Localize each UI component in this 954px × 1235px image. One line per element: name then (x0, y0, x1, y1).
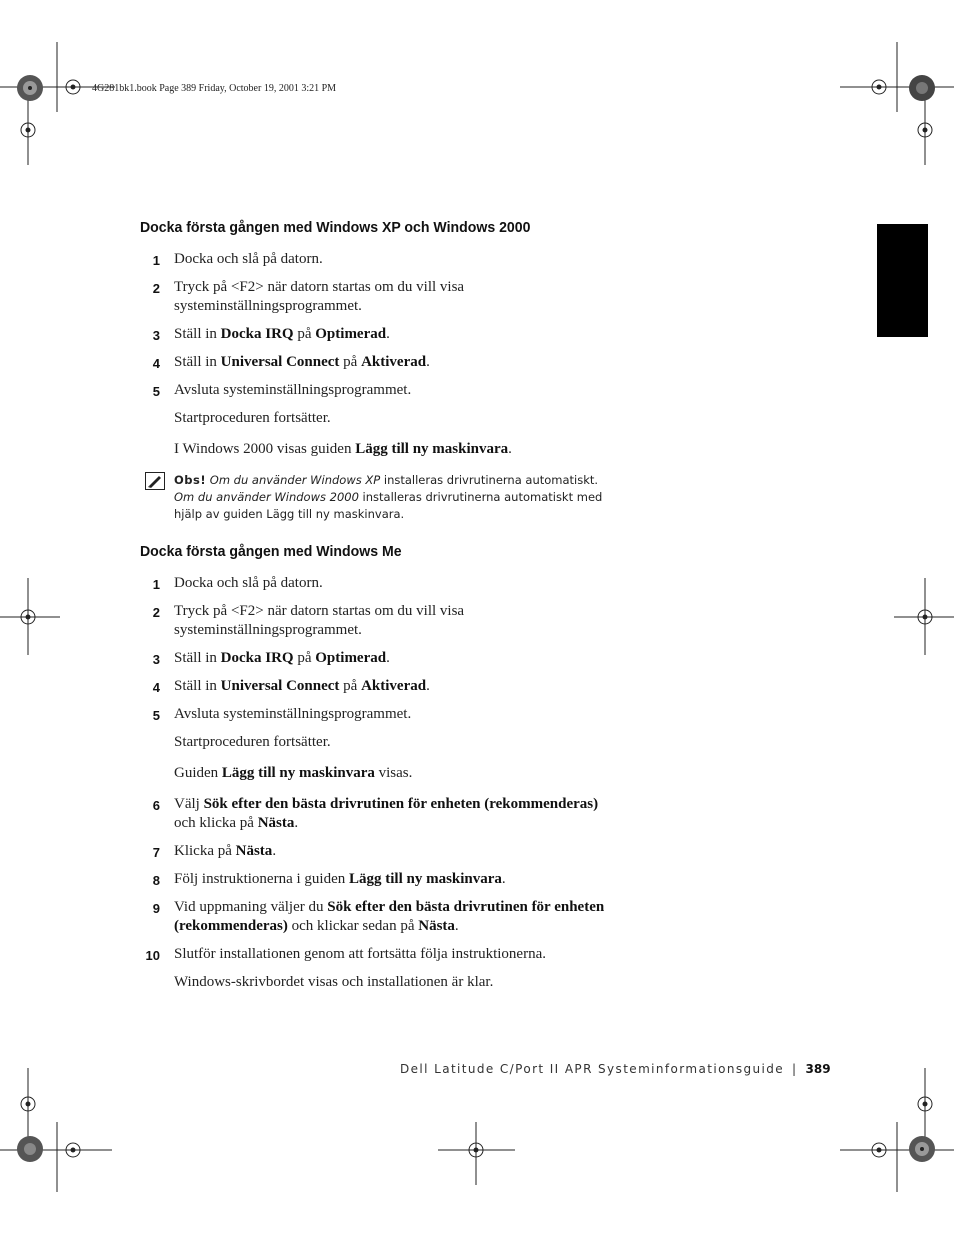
step-number: 1 (152, 577, 160, 592)
step-text-run: Avsluta systeminställningsprogrammet. (174, 706, 412, 722)
step-text (174, 574, 323, 594)
step-text (174, 917, 459, 937)
step-text (174, 764, 412, 784)
ui-term: Optimerad (315, 650, 387, 666)
footer-guide-title: Dell Latitude C/Port II APR Systeminformationsguide (400, 1062, 785, 1076)
step-text (174, 842, 276, 862)
step-text (174, 621, 362, 641)
ui-term: Universal Connect (220, 678, 340, 694)
step-number: 2 (152, 605, 160, 620)
step-text-run: på (293, 650, 316, 666)
step-text-run: Avsluta systeminställningsprogrammet. (174, 382, 412, 398)
step-text-run: Startproceduren fortsätter. (174, 410, 331, 426)
step-text-run: Ställ in (174, 650, 221, 666)
step-text-run: och klicka på (174, 815, 258, 831)
ui-term: Nästa (235, 843, 273, 859)
step-text (174, 353, 430, 373)
section-heading-me: Docka första gången med Windows Me (140, 543, 402, 560)
ui-term: Aktiverad (361, 678, 427, 694)
step-number: 9 (152, 901, 160, 916)
step-text-run: Startproceduren fortsätter. (174, 734, 331, 750)
ui-term: (rekommenderas) (174, 918, 288, 934)
step-number: 3 (152, 328, 160, 343)
step-text-run: Guiden (174, 765, 222, 781)
step-text-run: Följ instruktionerna i guiden (174, 871, 349, 887)
step-text-run: Slutför installationen genom att fortsätta följa instruktionerna. (174, 946, 546, 962)
step-text (174, 250, 323, 270)
step-text-run: Ställ in (174, 354, 221, 370)
ui-term: Nästa (257, 815, 295, 831)
step-text (174, 814, 298, 834)
step-number: 5 (152, 708, 160, 723)
ui-term: Docka IRQ (220, 650, 294, 666)
step-text (174, 649, 390, 669)
footer-separator: | (792, 1062, 798, 1076)
step-text-run: . (454, 918, 459, 934)
step-text-run: systeminställningsprogrammet. (174, 298, 362, 314)
step-number: 7 (152, 845, 160, 860)
step-text-run: på (293, 326, 316, 342)
step-text (174, 278, 464, 298)
step-text-run: Ställ in (174, 326, 221, 342)
page-footer (400, 1062, 831, 1076)
ui-term: Lägg till ny maskinvara (348, 871, 502, 887)
step-number: 10 (145, 948, 160, 963)
step-text (174, 297, 362, 317)
step-text-run: Docka och slå på datorn. (174, 575, 323, 591)
step-text-run: . (294, 815, 299, 831)
step-text-run: . (386, 650, 390, 666)
ui-term: Lägg till ny maskinvara (221, 765, 375, 781)
note-pencil-icon (145, 472, 165, 490)
step-number: 1 (152, 253, 160, 268)
step-number: 6 (152, 798, 160, 813)
print-slug-line: 4G281bk1.book Page 389 Friday, October 19, 2001 3:21 PM (92, 83, 337, 94)
step-number: 4 (152, 356, 160, 371)
ui-term: Optimerad (315, 326, 387, 342)
ui-term: Sök efter den bästa drivrutinen för enheten (rekommenderas) (203, 796, 599, 812)
step-number: 8 (152, 873, 160, 888)
step-number: 5 (152, 384, 160, 399)
step-text-run: visas. (374, 765, 413, 781)
step-text-run: Tryck på <F2> när datorn startas om du vill visa (174, 279, 465, 295)
step-text (174, 440, 512, 460)
step-text-run: Windows-skrivbordet visas och installationen är klar. (174, 974, 494, 990)
step-text-run: på (339, 354, 362, 370)
section-heading-xp-2000: Docka första gången med Windows XP och Windows 2000 (140, 219, 531, 236)
note-label: Obs! (174, 473, 207, 487)
ui-term: Nästa (418, 918, 455, 934)
step-number: 2 (152, 281, 160, 296)
step-text (174, 705, 411, 725)
step-text (174, 677, 430, 697)
step-text-run: Tryck på <F2> när datorn startas om du vill visa (174, 603, 465, 619)
step-text-run: . (272, 843, 277, 859)
step-text (174, 973, 493, 993)
step-text (174, 870, 506, 890)
ui-term: Sök efter den bästa drivrutinen för enheten (327, 899, 605, 915)
step-number: 4 (152, 680, 160, 695)
step-text-run: systeminställningsprogrammet. (174, 622, 362, 638)
step-text (174, 898, 604, 918)
step-number: 3 (152, 652, 160, 667)
step-text-run: . (501, 871, 506, 887)
step-text-run: Vid uppmaning väljer du (174, 899, 328, 915)
step-text-run: på (339, 678, 362, 694)
step-text-run: Ställ in (174, 678, 221, 694)
ui-term: Lägg till ny maskinvara (355, 441, 509, 457)
step-text-run: I Windows 2000 visas guiden (174, 441, 356, 457)
chapter-thumb-tab (877, 224, 928, 337)
step-text (174, 409, 331, 429)
step-text-run: Docka och slå på datorn. (174, 251, 323, 267)
step-text (174, 795, 598, 815)
ui-term: Docka IRQ (220, 326, 294, 342)
note-block: Obs! Om du använder Windows XP installeras drivrutinerna automatiskt. Om du använder Windows 2000 installeras drivrutinerna automatiskt med hjälp av guiden Lägg till ny maskinvara. (174, 473, 603, 521)
step-text (174, 602, 464, 622)
ui-term: Universal Connect (220, 354, 340, 370)
step-text-run: Klicka på (174, 843, 236, 859)
step-text (174, 945, 546, 965)
step-text-run: Välj (174, 796, 204, 812)
step-text (174, 381, 411, 401)
step-text-run: . (386, 326, 390, 342)
ui-term: Aktiverad (361, 354, 427, 370)
step-text-run: . (426, 678, 430, 694)
step-text (174, 325, 390, 345)
step-text-run: . (426, 354, 430, 370)
step-text-run: . (508, 441, 512, 457)
page-number: 389 (805, 1062, 831, 1076)
step-text-run: och klickar sedan på (287, 918, 419, 934)
step-text (174, 733, 331, 753)
